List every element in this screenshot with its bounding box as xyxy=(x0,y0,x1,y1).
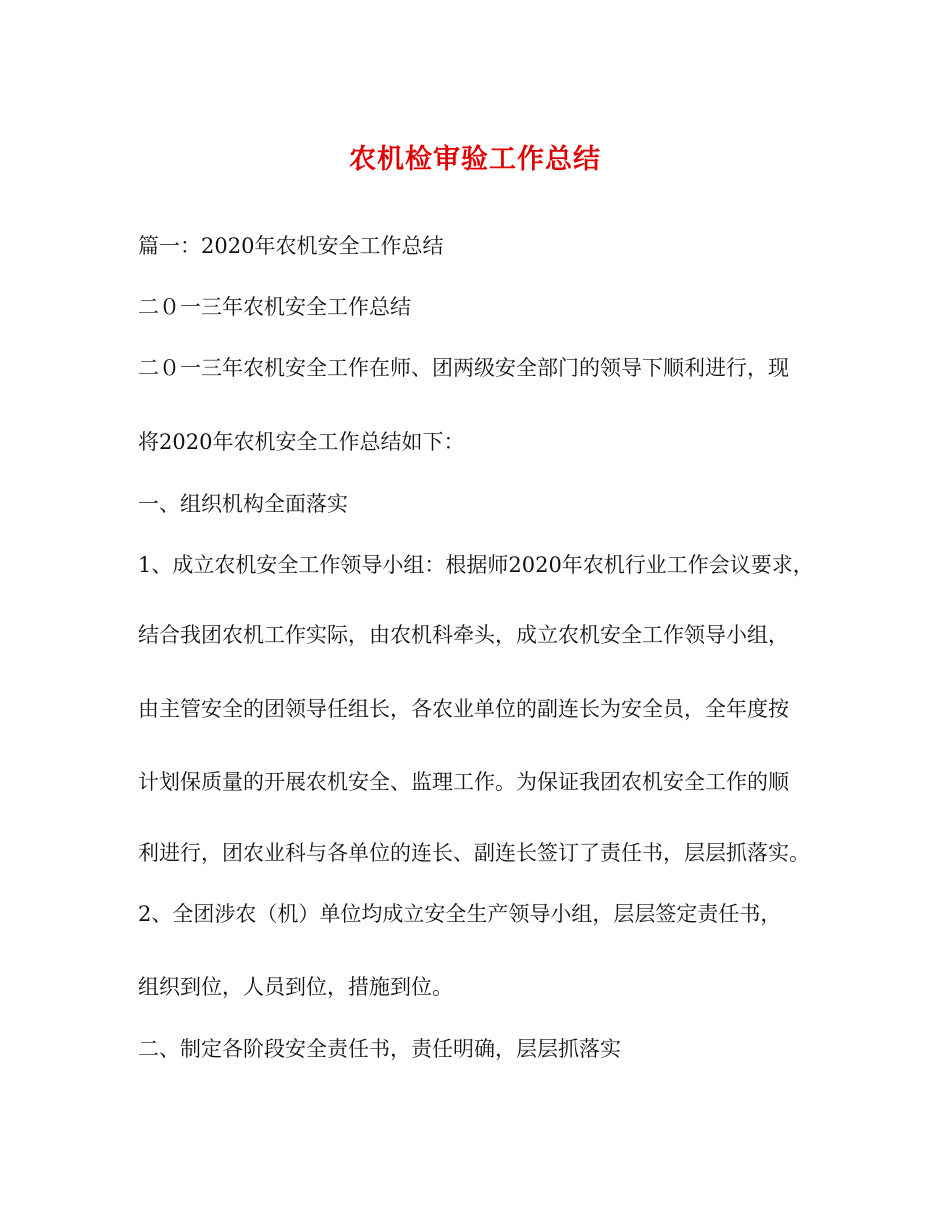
paragraph-line: 利进行，团农业科与各单位的连长、副连长签订了责任书，层层抓落实。 xyxy=(138,841,810,865)
paragraph-line: 1、成立农机安全工作领导小组：根据师2020年农机行业工作会议要求， xyxy=(138,553,814,577)
paragraph-line: 篇一：2020年农机安全工作总结 xyxy=(138,234,444,258)
paragraph-line: 组织到位，人员到位，措施到位。 xyxy=(138,975,453,999)
paragraph-line: 一、组织机构全面落实 xyxy=(138,492,348,516)
paragraph-line: 由主管安全的团领导任组长，各农业单位的副连长为安全员，全年度按 xyxy=(138,697,789,721)
paragraph-line: 将2020年农机安全工作总结如下： xyxy=(138,430,465,454)
paragraph-line: 二、制定各阶段安全责任书，责任明确，层层抓落实 xyxy=(138,1037,621,1061)
paragraph-line: 结合我团农机工作实际，由农机科牵头，成立农机安全工作领导小组， xyxy=(138,623,789,647)
paragraph-line: 计划保质量的开展农机安全、监理工作。为保证我团农机安全工作的顺 xyxy=(138,770,789,794)
document-title: 农机检审验工作总结 xyxy=(349,144,601,175)
paragraph-line: 二０一三年农机安全工作总结 xyxy=(138,295,411,319)
paragraph-line: 二０一三年农机安全工作在师、团两级安全部门的领导下顺利进行，现 xyxy=(138,356,789,380)
paragraph-line: 2、全团涉农（机）单位均成立安全生产领导小组，层层签定责任书， xyxy=(138,902,782,926)
